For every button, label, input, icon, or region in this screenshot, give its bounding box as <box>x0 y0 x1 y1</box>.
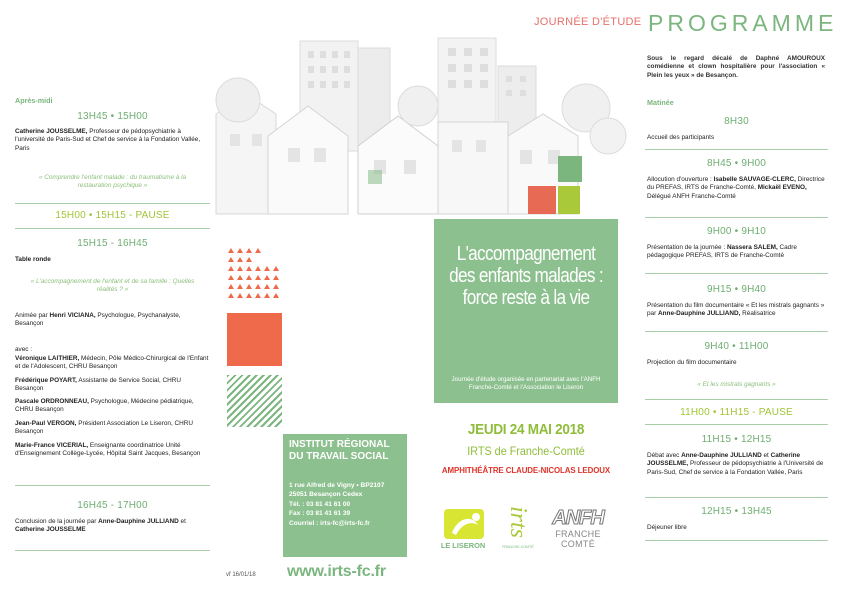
slot-time: 8H30 <box>724 116 749 127</box>
coral-block <box>227 313 282 366</box>
triangle-mark <box>228 293 234 298</box>
section-matinee: Matinée <box>647 98 674 107</box>
website-link[interactable]: www.irts-fc.fr <box>287 563 386 580</box>
triangle-mark <box>228 275 234 280</box>
triangle-mark <box>246 248 252 253</box>
slot-desc: Catherine JOUSSELME, Professeur de pédopsychiatrie à l'université de Paris-Sud et Chef de service à la Fondation Vallée, Paris <box>15 128 201 152</box>
slot-desc: Allocution d'ouverture : Isabelle SAUVAGE-CLERC, Directrice du PREFAS, IRTS de Franche-Comté, Mickaël EVENO, Délégué ANFH Franche-Comté <box>647 176 825 200</box>
triangle-mark <box>246 266 252 271</box>
slot-time: 9H00 • 9H10 <box>706 226 767 237</box>
triangle-mark <box>255 266 261 271</box>
triangle-mark <box>237 293 243 298</box>
irts-sub: FRANCHE-COMTÉ <box>502 545 534 549</box>
slot-desc: Accueil des participants <box>647 134 715 141</box>
avec-label: avec : <box>15 346 33 353</box>
slot-desc: Projection du film documentaire <box>647 359 737 366</box>
slot-time: 15H15 - 16H45 <box>77 238 148 249</box>
slot-time: 16H45 - 17H00 <box>77 500 148 511</box>
slot-time: 12H15 • 13H45 <box>701 506 772 517</box>
triangle-mark <box>264 275 270 280</box>
slot-time: 9H40 • 11H00 <box>704 341 769 352</box>
triangle-mark <box>228 248 234 253</box>
slot-quote: « Comprendre l'enfant malade : du traumatisme à la restauration psychique » <box>38 174 187 190</box>
slot-time: 9H15 • 9H40 <box>706 284 767 295</box>
triangle-mark <box>237 248 243 253</box>
triangle-mark <box>264 266 270 271</box>
triangle-mark <box>237 257 243 262</box>
triangle-mark <box>264 284 270 289</box>
institut-name: INSTITUT RÉGIONAL DU TRAVAIL SOCIAL <box>289 439 390 462</box>
slot-time: 13H45 • 15H00 <box>77 111 148 122</box>
triangle-mark <box>237 275 243 280</box>
logo-anfh <box>548 507 608 551</box>
institut-box <box>283 434 407 557</box>
triangle-mark <box>246 284 252 289</box>
event-date: JEUDI 24 MAI 2018 <box>467 421 585 438</box>
section-apres-midi: Après-midi <box>15 96 53 105</box>
triangle-mark <box>255 284 261 289</box>
triangle-mark <box>237 266 243 271</box>
triangle-mark <box>237 284 243 289</box>
slot-desc: Déjeuner libre <box>647 524 687 531</box>
programme-title: PROGRAMME <box>648 10 838 36</box>
triangle-mark <box>246 275 252 280</box>
slot-time: 11H15 • 12H15 <box>701 434 772 445</box>
slot-quote: « Et les mistrals gagnants » <box>697 381 776 388</box>
triangle-mark <box>255 248 261 253</box>
triangle-mark <box>255 275 261 280</box>
triangle-mark <box>228 257 234 262</box>
slot-desc: Présentation de la journée : Nassera SALEM, Cadre pédagogique PREFAS, IRTS de Franche-Comté <box>647 244 797 260</box>
intro-text: Sous le regard décalé de Daphné AMOUROUX comédienne et clown hospitalière pour l'association « Plein les yeux » de Besançon. <box>647 55 825 79</box>
triangle-mark <box>273 293 279 298</box>
triangle-mark <box>228 266 234 271</box>
triangle-mark <box>246 257 252 262</box>
event-amphi: AMPHITHÉÂTRE CLAUDE-NICOLAS LEDOUX <box>441 465 611 475</box>
triangle-mark <box>273 275 279 280</box>
journee-label: JOURNÉE D'ÉTUDE <box>534 16 642 28</box>
slot-desc: Présentation du film documentaire « Et les mistrals gagnants » par Anne-Dauphine JULLIAND, Réalisatrice <box>647 302 825 318</box>
irts-label: irts <box>505 505 531 538</box>
triangle-mark <box>273 266 279 271</box>
participant: Jean-Paul VERGON, Président Association Le Liseron, CHRU Besançon <box>15 420 193 436</box>
institut-contact: 1 rue Alfred de Vigny • BP2107 25051 Besançon Cedex Tél. : 03 81 41 61 00 Fax : 03 81 41 61 39 Courriel : irts-fc@irts-fc.fr <box>289 482 385 527</box>
main-title: L'accompagnement des enfants malades : force reste à la vie <box>449 243 603 309</box>
partner-text: Journée d'étude organisée en partenariat avec l'ANFH Franche-Comté et l'Association le Liseron <box>451 376 601 391</box>
triangle-mark <box>273 284 279 289</box>
participant: Pascale ORDRONNEAU, Psychologue, Médecine pédiatrique, CHRU Besançon <box>15 398 194 414</box>
triangle-mark <box>264 293 270 298</box>
triangle-mark <box>255 293 261 298</box>
liseron-flower-icon <box>432 507 494 543</box>
city-illustration <box>208 36 628 222</box>
participant: Véronique LAITHIER, Médecin, Pôle Médico-Chirurgical de l'Enfant et de l'Adolescent, CHRU Besançon <box>15 355 209 371</box>
slot-desc: Conclusion de la journée par Anne-Dauphine JULLIAND et Catherine JOUSSELME <box>15 518 186 534</box>
liseron-label: LE LISERON <box>440 541 486 550</box>
slot-time: 8H45 • 9H00 <box>706 158 767 169</box>
table-ronde-title: Table ronde <box>15 256 51 263</box>
event-venue: IRTS de Franche-Comté <box>467 444 585 458</box>
logo-irts <box>500 507 536 551</box>
pause-time: 11H00 • 11H15 - PAUSE <box>680 407 793 418</box>
striped-block <box>227 375 282 427</box>
title-box <box>434 219 618 403</box>
slot-quote: « L'accompagnement de l'enfant et de sa famille : Quelles réalités ? » <box>30 278 195 294</box>
pause-time: 15H00 • 15H15 - PAUSE <box>55 210 170 221</box>
participant: Marie-France VICERIAL, Enseignante coordinatrice Unité d'Enseignement Collège-Lycée, Hôpital Saint Jacques, Besançon <box>15 442 201 458</box>
logo-liseron <box>432 507 494 551</box>
anfh-label: ANFH <box>552 507 604 529</box>
participant: Frédérique POYART, Assistante de Service Social, CHRU Besançon <box>15 377 181 393</box>
anfh-sub: FRANCHE COMTÉ <box>555 529 601 549</box>
triangle-mark <box>246 293 252 298</box>
triangle-mark <box>228 284 234 289</box>
slot-desc: Débat avec Anne-Dauphine JULLIAND et Catherine JOUSSELME, Professeur de pédopsychiatrie à l'Université de Paris-Sud, Chef de service à la Fondation Vallée, Paris <box>647 452 824 476</box>
triangle-pattern <box>224 244 282 302</box>
version-label: vf 16/01/18 <box>226 572 256 578</box>
animee-par: Animée par Henri VICIANA, Psychologue, Psychanalyste, Besançon <box>15 312 181 328</box>
